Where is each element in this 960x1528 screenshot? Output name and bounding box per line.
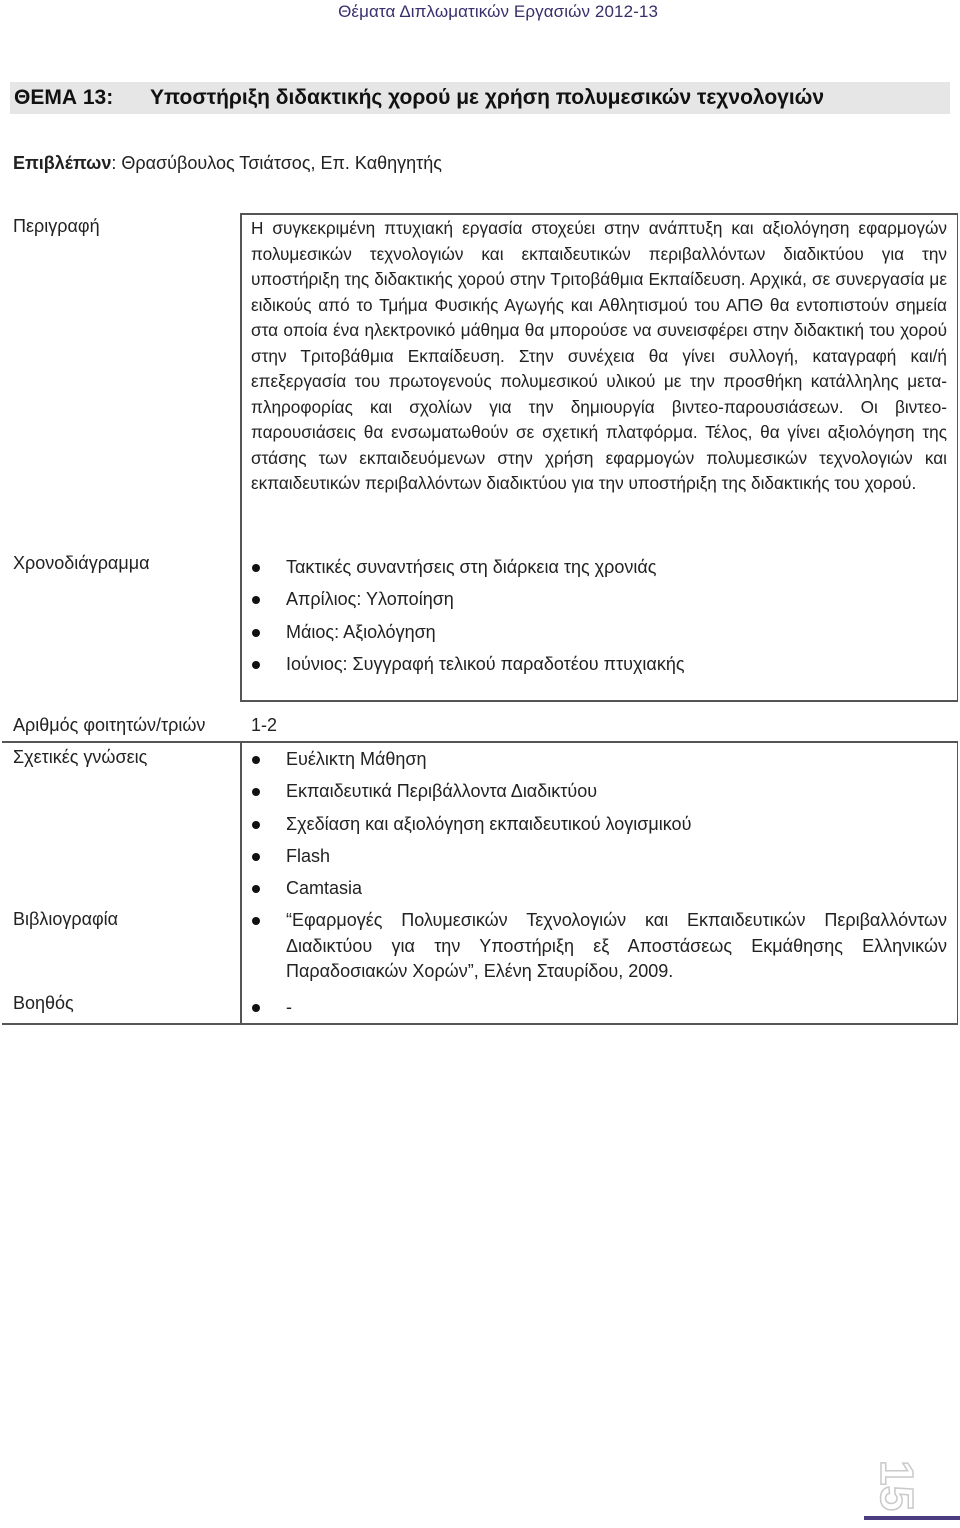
supervisor-label: Επιβλέπων xyxy=(13,153,112,173)
description-text: Η συγκεκριμένη πτυχιακή εργασία στοχεύει στην ανάπτυξη και αξιολόγηση εφαρμογών πολυμεσικών τεχνολογιών και εκπαιδευτικών περιβαλλόντων διαδικτύου για την υποστήριξη της διδακτικής χορού στην Τριτοβάθμια Εκπαίδευση. Αρχικά, σε συνεργασία με ειδικούς από το Τμήμα Φυσικής Αγωγής και Αθλητισμού του ΑΠΘ θα εντοπιστούν σημεία στα οποία ένα ηλεκτρονικό μάθημα θα μπορούσε να συνεισφέρει στην διδακτική του χορού στην Τριτοβάθμια Εκπαίδευση. Στην συνέχεια θα γίνει συλλογή, καταγραφή και/ή επεξεργασία του πρωτογενούς πολυμεσικού υλικού με την προσθήκη κατάλληλης μετα-πληροφορίας και σχολίων για την δημιουργία βιντεο-παρουσιάσεων. Οι βιντεο-παρουσιάσεις θα ενσωματωθούν σε σχετική πλατφόρμα. Τέλος, θα γίνει αξιολόγηση της στάσης των εκπαιδευόμενων στην χρήση εφαρμογών πολυμεσικών τεχνολογιών και εκπαιδευτικών περιβαλλόντων διαδικτύου για την υποστήριξη της διδακτικής του χορού. xyxy=(251,218,947,493)
list-item: Flash xyxy=(250,845,691,877)
bullet-icon xyxy=(252,788,260,796)
students-label: Αριθμός φοιτητών/τριών xyxy=(13,715,206,735)
list-item: Τακτικές συναντήσεις στη διάρκεια της χρονιάς xyxy=(250,556,685,588)
schedule-label: Χρονοδιάγραμμα xyxy=(13,553,150,573)
knowledge-label: Σχετικές γνώσεις xyxy=(13,747,148,767)
table-border xyxy=(240,700,958,702)
list-item: Camtasia xyxy=(250,877,691,909)
theme-title: Υποστήριξη διδακτικής χορού με χρήση πολυμεσικών τεχνολογιών xyxy=(150,86,825,109)
bullet-icon xyxy=(252,853,260,861)
bullet-icon xyxy=(252,1004,260,1012)
description-label: Περιγραφή xyxy=(13,216,100,236)
bullet-icon xyxy=(252,821,260,829)
table-border xyxy=(240,741,242,1024)
bullet-icon xyxy=(252,756,260,764)
knowledge-list xyxy=(250,748,691,909)
bullet-icon xyxy=(252,661,260,669)
list-item: - xyxy=(250,996,292,1028)
bibliography-entry xyxy=(250,908,947,985)
table-border xyxy=(957,213,959,701)
list-item: Απρίλιος: Υλοποίηση xyxy=(250,588,685,620)
bullet-icon xyxy=(252,917,260,925)
list-item: Ιούνιος: Συγγραφή τελικού παραδοτέου πτυχιακής xyxy=(250,653,685,685)
bullet-icon xyxy=(252,564,260,572)
bibliography-label: Βιβλιογραφία xyxy=(13,909,119,929)
list-item: Σχεδίαση και αξιολόγηση εκπαιδευτικού λογισμικού xyxy=(250,813,691,845)
page-number: 15 xyxy=(871,1460,923,1512)
assistant-label: Βοηθός xyxy=(13,993,74,1013)
table-border xyxy=(957,741,959,1024)
students-value: 1-2 xyxy=(251,715,278,735)
table-border xyxy=(2,1023,958,1025)
running-header: Θέματα Διπλωματικών Εργασιών 2012-13 xyxy=(338,2,658,21)
list-item: Ευέλικτη Μάθηση xyxy=(250,748,691,780)
supervisor-value: : Θρασύβουλος Τσιάτσος, Επ. Καθηγητής xyxy=(111,153,442,173)
bullet-icon xyxy=(252,885,260,893)
bullet-icon xyxy=(252,629,260,637)
theme-code: ΘΕΜΑ 13: xyxy=(14,86,114,109)
assistant-list xyxy=(250,996,292,1028)
table-border xyxy=(240,213,958,215)
schedule-list xyxy=(250,556,685,685)
bibliography-text: “Εφαρμογές Πολυμεσικών Τεχνολογιών και Εκπαιδευτικών Περιβαλλόντων Διαδικτύου για την Υποστήριξη εξ Αποστάσεως Εκμάθησης Ελληνικών Παραδοσιακών Χορών”, Ελένη Σταυρίδου, 2009. xyxy=(286,910,947,981)
page-number-bar xyxy=(864,1516,960,1520)
list-item: Μάιος: Αξιολόγηση xyxy=(250,621,685,653)
bullet-icon xyxy=(252,596,260,604)
list-item: Εκπαιδευτικά Περιβάλλοντα Διαδικτύου xyxy=(250,780,691,812)
table-border xyxy=(2,741,958,743)
table-border xyxy=(240,213,242,701)
